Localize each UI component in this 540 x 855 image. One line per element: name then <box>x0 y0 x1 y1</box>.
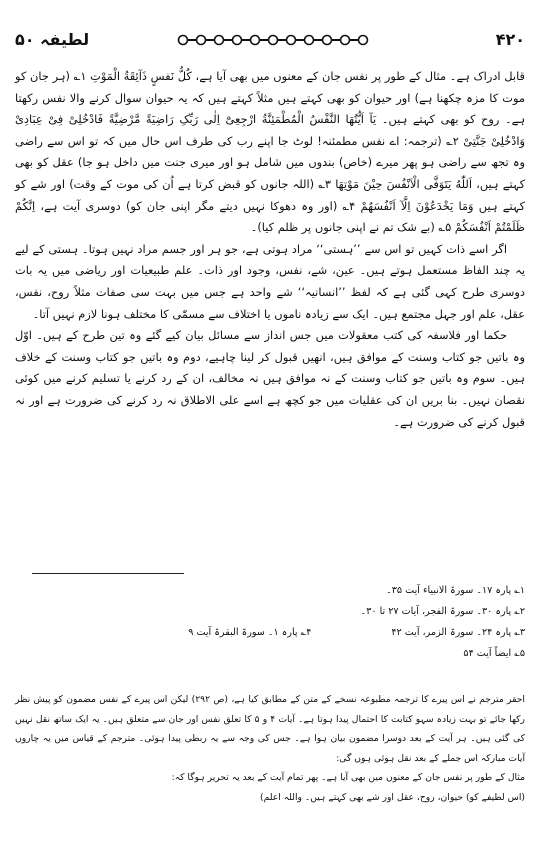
main-text <box>15 66 525 433</box>
footnote-divider <box>32 573 184 574</box>
chapter-title: لطیفہ ۵۰ <box>15 30 90 49</box>
paragraph: قابل ادراک ہے۔ مثال کے طور پر نفس جان کے معنوں میں بھی آیا ہے، کُلُّ نَفسٍ ذَآئِقَةُ الْمَوْتِ ۱؎ (ہر جان کو موت کا مزہ چکھنا ہے) اور حیوان کو بھی کہتے ہیں مثلاً کہتے ہیں کہ یہ حیوان سوال کرنے والا نفس رکھتا ہے۔ روح کو بھی کہتے ہیں۔ یَآ اَیُّتُھَا النَّفْسُ الْمُطْمَئِنَّةُ ارْجِعِیْٓ اِلٰی رَبِّکِ رَاضِیَةً مَّرْضِیَّةً فَادْخُلِیْ فِیْ عِبَادِیْ وَادْخُلِیْ جَنَّتِیْ ۲؎ (ترجمہ: اے نفس مطمئنہ! لوٹ جا اپنے رب کی طرف اس حال میں کہ تو اس سے راضی وہ تجھ سے راضی ہو پھر میرے (خاص) بندوں میں شامل ہو اور میری جنت میں داخل ہو جا) عقل کو بھی کہتے ہیں، اَللّٰهُ یَتَوَفَّى الْاَنْفُسَ حِیْنَ مَوْتِهَا ۳؎ (اللہ جانوں کو قبض کرتا ہے اُن کی موت کے وقت) اور شے کو کہتے ہیں وَمَا یَخْدَعُوْنَ اِلَّآ اَنْفُسَھُمْ ۴؎ (اور وہ دھوکا نہیں دیتے مگر اپنی جان کو) دوسری آیت ہے، اِنَّکُمْ ظَلَمْتُمْ اَنْفُسَکُمْ ۵؎ (بے شک تم نے اپنی جانوں پر ظلم کیا)۔ <box>15 69 526 235</box>
page-header <box>0 24 540 60</box>
translator-note <box>15 690 525 807</box>
footnote: ۴؎ پارہ ۱۔ سورۃ البقرۃ آیت ۹ <box>188 627 312 638</box>
note-paragraph: احقر مترجم نے اس پیرے کا ترجمہ مطبوعہ نسخے کے متن کے مطابق کیا ہے، (ص ۲۹۲) لیکن اس پیرے کے نفس مضمون کو پیش نظر رکھا جائے تو بہت زیادہ سہو کتابت کا احتمال پیدا ہوتا ہے۔ آیات ۴ و ۵ کا تعلق نفس اور جان سے متعلق ہیں۔ یہ ایک ساتھ نقل نہیں کی گئی ہیں۔ ہر آیت کے بعد دوسرا مضمون بیان ہوا ہے۔ جس کی وجہ سے یہ ربطی پیدا ہوئی۔ مترجم کے قیاس میں یہ چاروں آیات مبارکہ اس جملے کے بعد نقل ہوئی ہوں گی: <box>15 694 525 764</box>
paragraph: اگر اسے ذات کہیں تو اس سے ’’ہستی‘‘ مراد ہوتی ہے، جو ہر اور جسم مراد نہیں ہوتا۔ ہستی کے لیے یہ چند الفاظ مستعمل ہوتے ہیں۔ عین، شے، نفس، وجود اور ذات۔ علم طبیعیات اور ریاضی میں یہ بات دوسری طرح کہی گئی ہے کہ لفظ ’’انسانیہ‘‘ شے واحد ہے جس میں بہت سی صفات مثلاً روح، نفس، عقل، علم اور جہل مجتمع ہیں۔ ایک سے زیادہ ناموں یا اختلاف سے مسمّٰی کا مختلف ہونا لازم نہیں آتا۔ <box>15 241 525 321</box>
paragraph: حکما اور فلاسفہ کی کتب معقولات میں جس انداز سے مسائل بیان کیے گئے وہ تین طرح کے ہیں۔ اوّل وہ باتیں جو کتاب وسنت کے موافق ہیں، انھیں قبول کر لینا چاہیے، دوم وہ باتیں جو کتاب وسنت کے خلاف ہیں۔ سوم وہ باتیں جو کتاب وسنت کے نہ موافق ہیں نہ مخالف، ان کے رد کرنے یا تسلیم کرنے میں کوئی نقصان نہیں۔ بنا بریں ان کی عقلیات میں جو کچھ ہے اسے علی الاطلاق نہ رد کرنے کی ضرورت ہے اور نہ قبول کرنے کی ضرورت ہے۔ <box>15 328 525 429</box>
note-paragraph: مثال کے طور پر نفس جان کے معنوں میں بھی آیا ہے۔ پھر تمام آیت کے بعد یہ تحریر ہوگا کہ: <box>171 772 525 783</box>
footnote-row <box>15 622 525 643</box>
footnotes <box>15 580 525 664</box>
footnote: ۵؎ ایضاً آیت ۵۴ <box>463 648 525 659</box>
ornament-chain-icon <box>175 33 375 47</box>
note-paragraph: (اس لطیفے کو) حیوان، روح، عقل اور شے بھی کہتے ہیں۔ واللہ اعلم) <box>260 791 525 803</box>
footnote: ۳؎ پارہ ۲۴۔ سورۃ الزمر، آیت ۴۲ <box>391 627 525 638</box>
footnote: ۱؎ پارہ ۱۷۔ سورۃ الانبیاء آیت ۳۵۔ <box>386 585 525 596</box>
footnote: ۲؎ پارہ ۳۰۔ سورۃ الفجر، آیات ۲۷ تا ۳۰۔ <box>360 606 525 617</box>
page-number: ۴۲۰ <box>495 30 525 49</box>
